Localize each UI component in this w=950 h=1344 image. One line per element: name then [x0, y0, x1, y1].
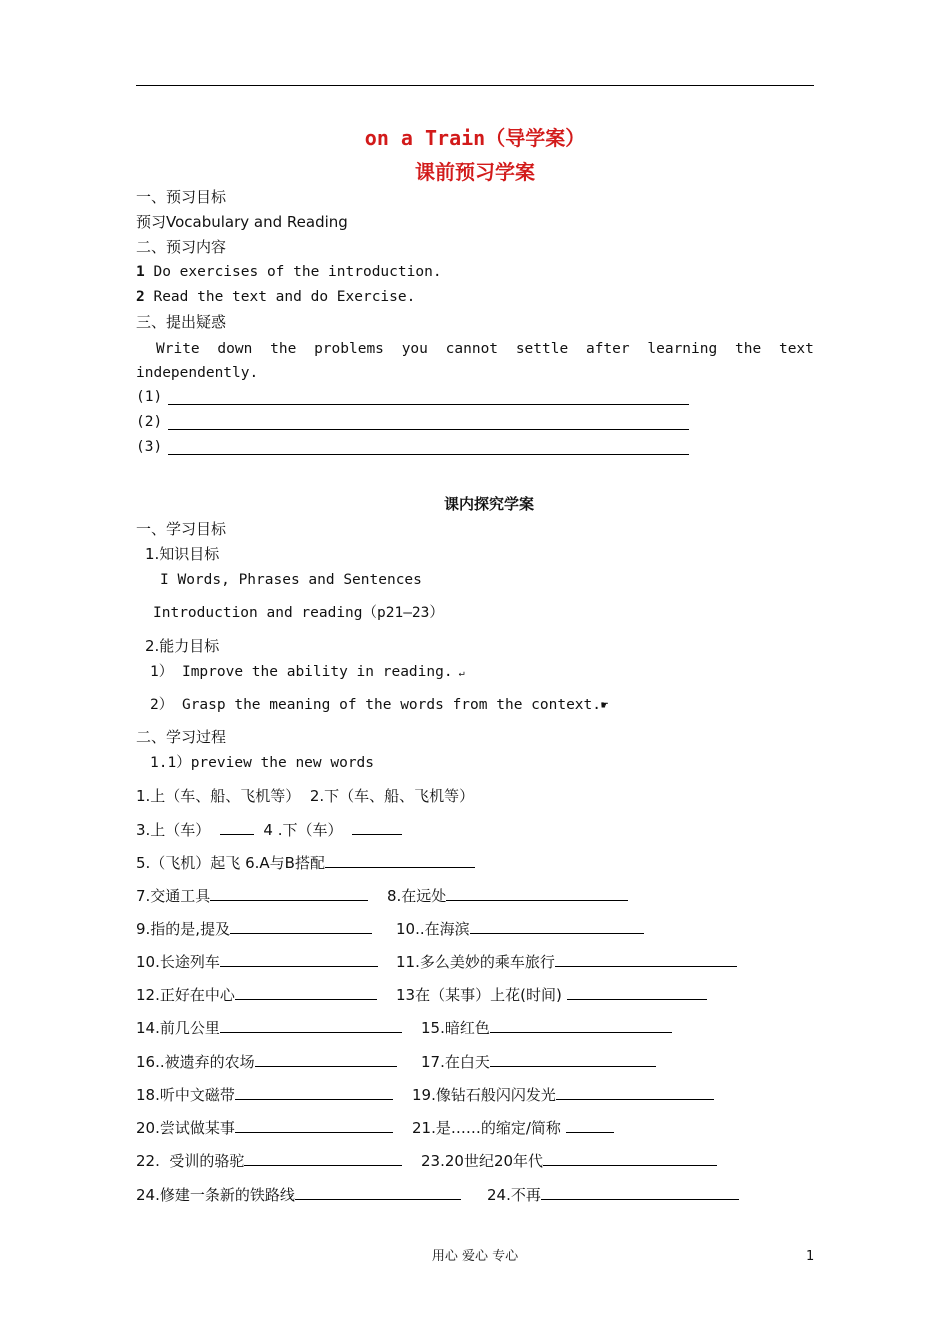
- inclass-heading: 课内探究学案: [443, 495, 534, 513]
- knowledge-goal-line-2: Introduction and reading（p21—23）: [153, 605, 444, 621]
- vocab-item-21: 21.是……的缩定/简称: [412, 1120, 614, 1136]
- answer-line-2[interactable]: [168, 429, 689, 430]
- vocab-row-1: 1.上（车、船、飞机等） 2.下（车、船、飞机等）: [136, 787, 475, 805]
- inclass-goal-heading: 一、学习目标: [136, 520, 227, 538]
- vocab-item-10b: 10.长途列车: [136, 954, 378, 970]
- arrow-mark-icon: ↵: [452, 668, 465, 679]
- blank[interactable]: [220, 954, 378, 967]
- vocab-item-11: 11.多么美妙的乘车旅行: [396, 954, 737, 970]
- answer-line-3[interactable]: [168, 454, 689, 455]
- vocab-item-18: 18.听中文磁带: [136, 1087, 393, 1103]
- ability-goal-line-2: 2） Grasp the meaning of the words from the context.☛: [150, 697, 609, 713]
- vocab-item-8: 8.在远处: [387, 888, 628, 904]
- vocab-item-17: 17.在白天: [421, 1054, 656, 1070]
- blank[interactable]: [352, 822, 402, 835]
- blank[interactable]: [295, 1187, 461, 1200]
- question-label-2: (2): [136, 414, 163, 430]
- footer-motto: 用心 爱心 专心: [431, 1249, 519, 1264]
- vocab-item-24a: 24.修建一条新的铁路线: [136, 1187, 461, 1203]
- vocab-item-7: 7.交通工具: [136, 888, 368, 904]
- section-heading-questions: 三、提出疑惑: [136, 313, 227, 331]
- vocab-item-15: 15.暗红色: [421, 1020, 672, 1036]
- vocab-item-10a: 10..在海滨: [396, 921, 644, 937]
- answer-line-1[interactable]: [168, 404, 689, 405]
- blank[interactable]: [325, 855, 475, 868]
- page-subtitle: 课前预习学案: [415, 160, 535, 184]
- ability-goal-line-1: 1） Improve the ability in reading. ↵: [150, 664, 465, 680]
- blank[interactable]: [490, 1020, 672, 1033]
- header-rule: [136, 85, 814, 86]
- blank[interactable]: [235, 1087, 393, 1100]
- blank[interactable]: [220, 1020, 402, 1033]
- question-label-1: (1): [136, 389, 163, 405]
- vocab-row-3: 5.（飞机）起飞 6.A与B搭配: [136, 855, 475, 871]
- blank[interactable]: [235, 987, 377, 1000]
- section-heading-content: 二、预习内容: [136, 238, 227, 256]
- vocab-item-16: 16..被遗弃的农场: [136, 1054, 397, 1070]
- instruction-continuation: independently.: [136, 365, 259, 381]
- blank[interactable]: [556, 1087, 714, 1100]
- content-item-2: 2 Read the text and do Exercise.: [136, 289, 416, 305]
- process-heading: 二、学习过程: [136, 728, 227, 746]
- vocab-item-19: 19.像钻石般闪闪发光: [412, 1087, 714, 1103]
- vocab-item-20: 20.尝试做某事: [136, 1120, 393, 1136]
- blank[interactable]: [230, 921, 372, 934]
- blank[interactable]: [220, 822, 254, 835]
- page-title: on a Train（导学案）: [364, 126, 586, 150]
- blank[interactable]: [543, 1153, 717, 1166]
- vocab-item-14: 14.前几公里: [136, 1020, 402, 1036]
- blank[interactable]: [244, 1153, 402, 1166]
- vocab-item-13: 13在（某事）上花(时间): [396, 987, 707, 1003]
- blank[interactable]: [541, 1187, 739, 1200]
- blank[interactable]: [470, 921, 644, 934]
- knowledge-goal-heading: 1.知识目标: [145, 545, 220, 563]
- blank[interactable]: [235, 1120, 393, 1133]
- blank[interactable]: [255, 1054, 397, 1067]
- blank[interactable]: [210, 888, 368, 901]
- page-number: 1: [806, 1249, 815, 1264]
- blank[interactable]: [446, 888, 628, 901]
- blank[interactable]: [555, 954, 737, 967]
- question-label-3: (3): [136, 439, 163, 455]
- section-text-goal: 预习Vocabulary and Reading: [136, 213, 348, 231]
- vocab-row-2: 3.上（车） 4 .下（车）: [136, 822, 402, 838]
- blank[interactable]: [566, 1120, 614, 1133]
- content-item-1: 1 Do exercises of the introduction.: [136, 264, 442, 280]
- vocab-item-12: 12.正好在中心: [136, 987, 377, 1003]
- section-heading-goal: 一、预习目标: [136, 188, 227, 206]
- knowledge-goal-line-1: I Words, Phrases and Sentences: [160, 572, 422, 588]
- vocab-item-23: 23.20世纪20年代: [421, 1153, 717, 1169]
- hand-mark-icon: ☛: [601, 698, 609, 712]
- vocab-item-22: 22. 受训的骆驼: [136, 1153, 402, 1169]
- instruction-line: Write down the problems you cannot settle after learning the text: [156, 341, 814, 357]
- vocab-item-9: 9.指的是,提及: [136, 921, 372, 937]
- ability-goal-heading: 2.能力目标: [145, 637, 220, 655]
- blank[interactable]: [567, 987, 707, 1000]
- blank[interactable]: [490, 1054, 656, 1067]
- process-step: 1.1）preview the new words: [150, 755, 375, 771]
- vocab-item-24b: 24.不再: [487, 1187, 739, 1203]
